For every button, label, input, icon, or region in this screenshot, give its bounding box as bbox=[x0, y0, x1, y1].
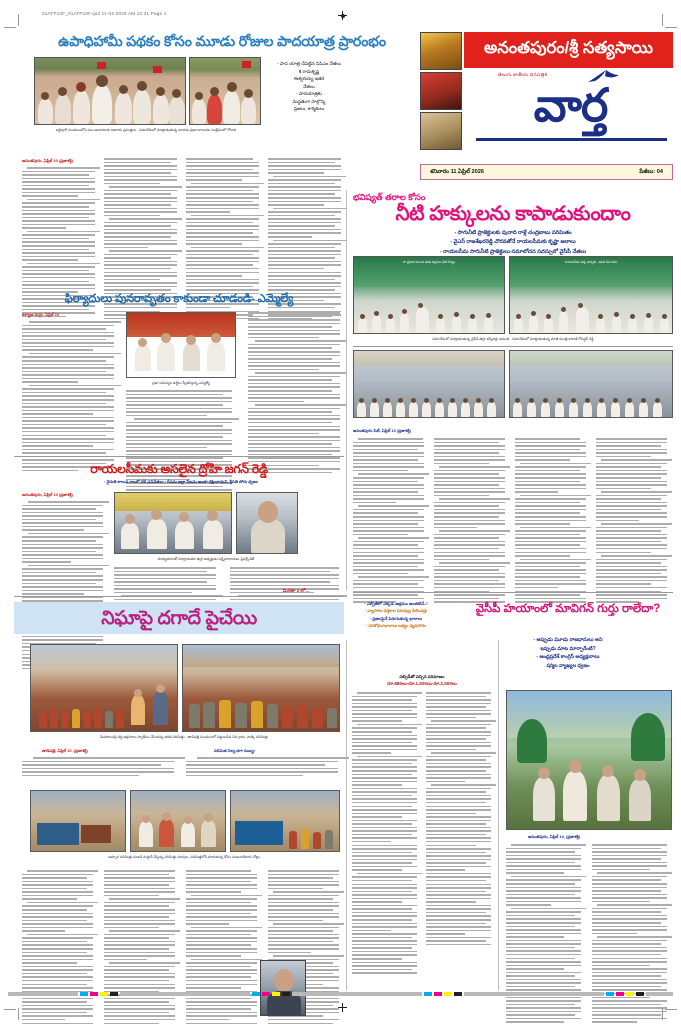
ycp-dateline: అనంతపురం, ఏప్రిల్ 10, (ప్రజాశక్తి) bbox=[528, 834, 581, 839]
gas-dateline-left: తాడిపత్రి, ఏప్రిల్ 10, (ప్రజాశక్తి) bbox=[42, 748, 88, 753]
jagan-jump-note: మిగతా 2 లో... bbox=[282, 588, 310, 593]
water-photo-1 bbox=[353, 256, 505, 334]
crop-mark-top-right bbox=[665, 27, 677, 28]
gas-body-col-4 bbox=[104, 870, 178, 1024]
crop-mark-top-left bbox=[4, 27, 16, 28]
ycp-bullet-1: ఇప్పుడు మాట మార్చారేంటి? bbox=[540, 645, 596, 652]
gas-bullet-1: - వ్యాపారం వర్తకాల పరుపుల్ల సిలిండర్లు bbox=[364, 608, 428, 614]
water-headline: నీటి హక్కులను కాపాడుకుందాం bbox=[395, 203, 631, 225]
water-photo-4-figures bbox=[510, 385, 672, 417]
gas-bullet-2: - ప్రజలపైనే పెరుగుతున్న భారాలు bbox=[369, 615, 423, 621]
print-registration-colorbar bbox=[8, 992, 673, 996]
ycp-bullet-0: - అప్పుడు మూడు రాజధానులు అని bbox=[533, 637, 603, 643]
masthead-image-sathya-sai bbox=[420, 72, 462, 110]
crop-mark-bottom-left-v bbox=[18, 1008, 19, 1020]
water-photo-caption: సమావేశంలో మాట్లాడుతున్న వైసీపీ జిల్లా కన్వీనర్లు అనంత , సమావేశంలో మాట్లాడుతున్న మాజీ మంత్రి కాకాణి గోవర్ధన్ రెడ్డి bbox=[432, 337, 594, 341]
registration-mark-bottom bbox=[338, 1003, 347, 1012]
divider-rule-4 bbox=[353, 592, 673, 593]
water-bullet-0: - సాగునీటి ప్రాజెక్టులకు పునాది రాళ్లే చంద్రబాబు పరిమితం bbox=[454, 230, 572, 236]
gas-body-col-1 bbox=[22, 757, 180, 778]
column-separator-3 bbox=[498, 640, 499, 990]
water-photo-1-figures bbox=[354, 297, 504, 333]
center-body-col-1 bbox=[352, 692, 420, 976]
jagan-photo-portrait bbox=[236, 492, 298, 554]
jagan-photo-presser bbox=[114, 492, 232, 554]
gas-photo-caption-top: వెంకటాంపల్లి వద్ద అక్రమాలు స్వాధీనం చేసుకున్న అధిక పరిమిత్తు , తాడిపత్రి మండలంలో పట్టుబడిన చిన గ్రామ, పాత్కె పరిమిత్తు bbox=[99, 735, 269, 739]
gas-dateline-right: పరిమిత నిల్వ,దగా సుబ్బు! bbox=[214, 748, 256, 753]
water-photo-2-banner: రాయలసీమ వక్క జాగృతి - కడప సేవ దళం bbox=[510, 257, 672, 287]
jagan-subheadline: - నైరుతి కాలువ రాంలో చేరే పనివేతలు - రీసమ జల్లా నీటను అంతా రక్షించాడుని, శ్రీపతి పోరు ధ్వజం bbox=[103, 479, 258, 484]
water-photo-3-figures bbox=[354, 385, 504, 417]
gas-photo-1 bbox=[30, 644, 178, 732]
lead-bullet-2: ఈశ్వరయ్య ఇతర bbox=[293, 76, 325, 82]
mla-photo-caption: ప్రజా సమస్యల అర్జీలు స్వీకరిస్తున్న ఎమ్మెల్యే bbox=[152, 381, 210, 385]
water-photo-3 bbox=[353, 350, 505, 418]
gas-photo-2 bbox=[182, 644, 340, 732]
crop-mark-top-left-v bbox=[18, 14, 19, 26]
mla-body-col-2 bbox=[248, 312, 344, 475]
gas-price-values: రూ.880లు-రూ.1,500లు-రూ.2,500లు bbox=[387, 681, 457, 686]
mla-body-col-3 bbox=[126, 390, 236, 504]
lead-dateline: అనంతపురం, ఏప్రిల్ 10 (ప్రజాశక్తి) bbox=[22, 158, 73, 163]
page-count: పేజీలు: 04 bbox=[639, 169, 663, 175]
crop-mark-bottom-right-v bbox=[662, 1008, 663, 1020]
water-photo-2-figures bbox=[510, 297, 672, 333]
gas-photo-caption-bottom: ఇన్సూర పరిమిత్తు-వంటకి మస్తాన్ వేస్తున్న పరిమిత్తు చూపుల, పరిమిత్తలోకి మారుతున్న కోసం వంటవాడికారు చోట్లు bbox=[108, 855, 260, 859]
ycp-bullet-3: షర్మిల వ్యాఖ్యల ధ్వజం bbox=[546, 662, 590, 669]
masthead-tagline: తెలుగు జాతీయ దినపత్రిక bbox=[498, 72, 548, 77]
gas-headline: నిఘాపై దగాదే పైచేయి bbox=[101, 608, 257, 629]
divider-rule-2 bbox=[14, 456, 344, 457]
mla-body-col-1 bbox=[22, 312, 118, 474]
jagan-dateline: అనంతపురం, ఏప్రిల్ 10 (ప్రజాశక్తి) bbox=[22, 492, 73, 497]
lead-bullet-5: మద్దతుగా పాల్గొన్న bbox=[292, 98, 326, 104]
gas-body-col-5 bbox=[186, 870, 260, 1024]
gas-body-col-3 bbox=[22, 870, 96, 1024]
center-inset-portrait bbox=[260, 960, 306, 1016]
masthead-edition-text: అనంతపురం/శ్రీ సత్యసాయి bbox=[484, 39, 653, 57]
water-body-col-2 bbox=[434, 438, 508, 605]
jagan-photo-caption: మాధ్యమాలతో మాట్లాడుతూ జిల్లా అధ్యక్షుడు లక్ష్మీనారాయణ, ఫ్రెషర్స్‌నెట్ bbox=[157, 557, 255, 561]
water-photo-2 bbox=[509, 256, 673, 334]
lead-bullet-0: - పాద యాత్ర చేపట్టిన సిపిఎం నేతలు bbox=[276, 61, 342, 66]
print-slug: 01ATP10F_01ATP10F.qxd 11-04-2026 AM 12:31 Page 1 bbox=[42, 11, 167, 16]
ycp-bullet-2: - ఆంధ్రప్రదేశ్ కాంగ్రెస్ అధ్యక్షురాలు bbox=[536, 654, 600, 660]
gas-body-col-2 bbox=[186, 757, 344, 778]
lead-bullet-6: ప్రజలు, కార్మికులు bbox=[293, 106, 325, 112]
mla-photo bbox=[126, 312, 236, 378]
masthead-edition-banner bbox=[464, 32, 673, 68]
gas-photo-4 bbox=[130, 790, 226, 852]
water-body-col-1 bbox=[353, 438, 427, 605]
newsprint-sheet bbox=[8, 30, 673, 990]
column-separator-2 bbox=[346, 640, 347, 990]
masthead-image-temple bbox=[420, 32, 462, 70]
jagan-headline: రాయలసీమకు అసలైన ద్రోహి జగన్ రెడ్డి bbox=[90, 462, 268, 476]
lead-bullet-3: నేతలు bbox=[303, 83, 315, 89]
gas-price-label: సబ్సిడీతో వచ్చిన పరిమాణం bbox=[399, 674, 445, 679]
water-bullet-2: - రాయలసీమ సాగునీటి ప్రాజెక్టులు-సమాలోచన సదస్సులో వైసీపీ నేతలు bbox=[439, 248, 587, 255]
crop-mark-bottom-left bbox=[4, 1009, 16, 1010]
lead-bullet-list bbox=[266, 60, 352, 113]
masthead-title: వార్త bbox=[533, 79, 608, 131]
dateline-bar bbox=[420, 164, 673, 180]
gas-bullet-3: - పరిశోధనాధారాలు లభ్యం వ్యవహారం bbox=[365, 623, 427, 629]
water-kicker: భవిష్యత్ తరాల కోసం bbox=[353, 192, 426, 202]
water-bullet-list bbox=[353, 229, 673, 257]
water-photo-1-banner: నా ప్రధాన కాలువ కడప జిల్లాలు-నీటి సేద్యం bbox=[354, 257, 504, 287]
ycp-headline: వైసీపీ హయాంలో మావిగన్ గుర్తు రాలేదా? bbox=[475, 602, 661, 615]
ycp-photo bbox=[506, 690, 672, 830]
lead-headline: ఉపాధిహామీ పథకం కోసం మూడు రోజుల పాదయాత్ర ప్రారంభం bbox=[58, 34, 386, 50]
lead-photo-caption: బర్దిపూర్ మండలంలోని పలు ఆవాసాలకు ఆదాయ స్రవంత్తుల , సమావేశంలో మాట్లాడుతున్న నాయకు ప్రజల కాలువల సంక్షేమంలో గోదావ bbox=[55, 128, 237, 132]
gas-bullet-list bbox=[326, 600, 466, 629]
water-bullet-1: - వైఎస్ రాజశేఖరరెడ్డి చొరవతోనే రాయలసీమకు కృష్ణా జలాలు bbox=[450, 239, 576, 246]
ycp-body-col-1 bbox=[506, 844, 584, 1024]
divider-rule-3 bbox=[14, 596, 344, 597]
lead-bullet-4: - పాదయాత్రకు bbox=[296, 91, 322, 97]
lead-bullet-1: కె.రామకృష్ణ bbox=[298, 68, 320, 74]
gas-bullet-0: - ఎల్పీజీలో ఎక్కడ..అక్రమం అంతటినే..! bbox=[364, 601, 428, 606]
crop-mark-bottom-right bbox=[665, 1009, 677, 1010]
gas-photo-3 bbox=[30, 790, 126, 852]
water-body-col-3 bbox=[515, 438, 589, 605]
divider-rule-1 bbox=[353, 346, 673, 347]
center-body-col-2 bbox=[426, 692, 494, 947]
water-dateline: అనంతపురం సిటీ, ఏప్రిల్ 10 (ప్రజాశక్తి) bbox=[353, 428, 411, 433]
publication-date: శనివారం 11 ఏప్రిల్ 2026 bbox=[430, 169, 484, 175]
masthead-image-monument bbox=[420, 112, 462, 150]
crop-mark-top-right-v bbox=[662, 14, 663, 26]
lead-photo-primary bbox=[34, 57, 186, 125]
crowd-figures bbox=[35, 83, 185, 124]
gas-photo-5 bbox=[230, 790, 340, 852]
masthead bbox=[420, 32, 673, 160]
ycp-bullet-list bbox=[464, 636, 672, 670]
registration-mark-top bbox=[338, 11, 347, 20]
mla-headline: ఫిర్యాదులు పునరావృతం కాకుండా చూడండి- ఎమ్మెల్యే bbox=[64, 293, 294, 305]
column-separator-1 bbox=[346, 190, 347, 590]
lead-photo-secondary bbox=[189, 57, 261, 125]
masthead-rule bbox=[476, 138, 667, 141]
mla-dateline: కళ్యాణ దుర్గం, ఏప్రిల్ 10 bbox=[22, 312, 60, 317]
water-body-col-4 bbox=[596, 438, 670, 605]
ycp-body-col-2 bbox=[592, 844, 670, 1024]
water-photo-4 bbox=[509, 350, 673, 418]
crowd-figures-2 bbox=[190, 83, 260, 124]
